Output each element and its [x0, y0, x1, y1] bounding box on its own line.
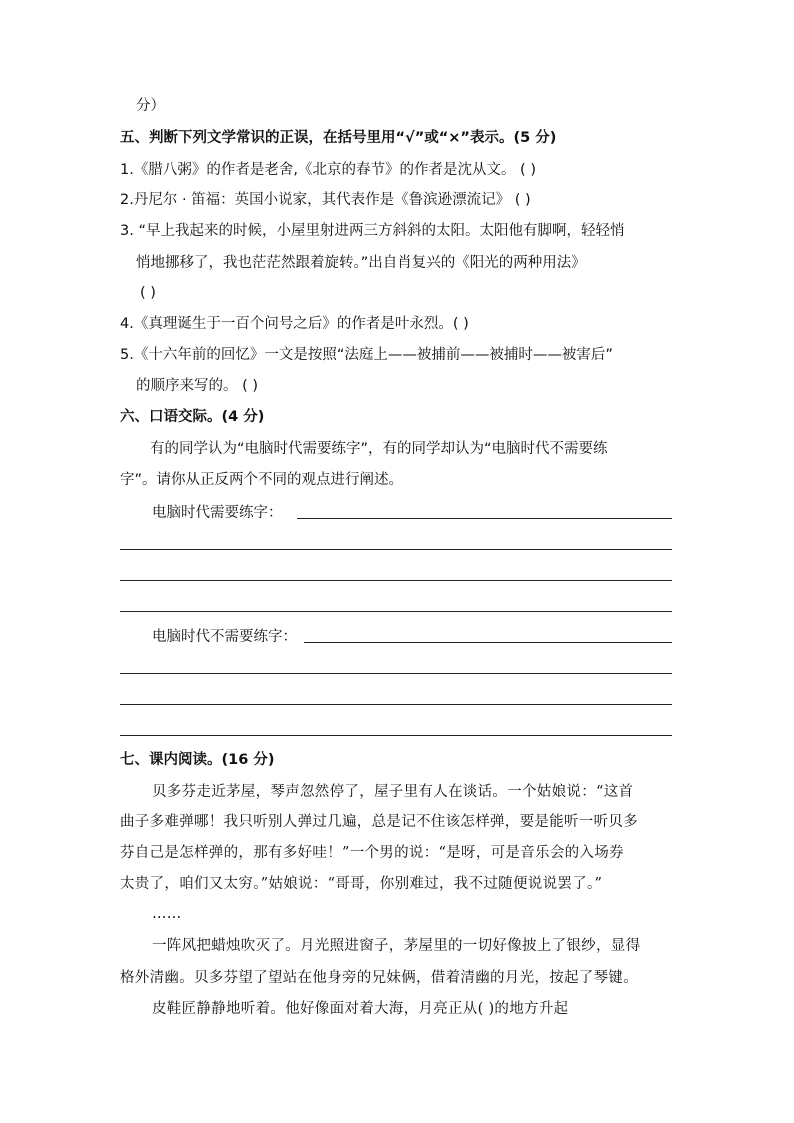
section5-item-1: 1.《腊八粥》的作者是老舍,《北京的春节》的作者是沈从文。 ( ): [120, 162, 536, 178]
section5-item-2: 2.丹尼尔 · 笛福：英国小说家，其代表作是《鲁滨逊漂流记》 ( ): [120, 192, 531, 208]
answer-line-noneed-1[interactable]: [304, 642, 672, 643]
section6-prompt-line2: 字”。请你从正反两个不同的观点进行阐述。: [120, 472, 404, 488]
answer-line-need-2[interactable]: [120, 549, 672, 550]
passage-line-4: 太贵了，咱们又太穷。”姑娘说：“哥哥，你别难过，我不过随便说说罢了。”: [120, 876, 603, 892]
answer-line-noneed-4[interactable]: [120, 735, 672, 736]
section5-item-4: 4.《真理诞生于一百个问号之后》的作者是叶永烈。( ): [120, 316, 469, 332]
section5-item-3: 3. “早上我起来的时候，小屋里射进两三方斜斜的太阳。太阳他有脚啊，轻轻悄: [120, 223, 625, 239]
section5-item-5: 5.《十六年前的回忆》一文是按照“法庭上——被捕前——被捕时——被害后”: [120, 347, 613, 363]
passage-line-2: 曲子多难弹哪！我只听别人弹过几遍，总是记不住该怎样弹，要是能听一听贝多: [120, 814, 638, 830]
continuation-text: 分）: [136, 98, 165, 114]
section6-prompt-line1: 有的同学认为“电脑时代需要练字”，有的同学却认为“电脑时代不需要练: [150, 441, 608, 457]
answer-line-need-4[interactable]: [120, 611, 672, 612]
passage-line-1: 贝多芬走近茅屋，琴声忽然停了，屋子里有人在谈话。一个姑娘说：“这首: [152, 784, 634, 800]
section7-heading: 七、课内阅读。(16 分): [120, 752, 275, 768]
passage-line-7: 皮鞋匠静静地听着。他好像面对着大海，月亮正从( )的地方升起: [152, 1001, 569, 1017]
section5-item-3-paren: ( ): [140, 285, 156, 301]
answer-line-need-1[interactable]: [297, 518, 672, 519]
passage-line-6: 格外清幽。贝多芬望了望站在他身旁的兄妹俩，借着清幽的月光，按起了琴键。: [120, 970, 638, 986]
section5-item-3-cont: 悄地挪移了，我也茫茫然跟着旋转。”出自肖复兴的《阳光的两种用法》: [136, 255, 586, 271]
label-no-need-practice: 电脑时代不需要练字：: [152, 629, 297, 645]
answer-line-noneed-2[interactable]: [120, 673, 672, 674]
passage-line-3: 芬自己是怎样弹的，那有多好哇！”一个男的说：“是呀，可是音乐会的入场券: [120, 845, 624, 861]
section5-item-5-cont: 的顺序来写的。 ( ): [136, 378, 259, 394]
section6-heading: 六、口语交际。(4 分): [120, 409, 265, 425]
section5-heading: 五、判断下列文学常识的正误，在括号里用“√”或“×”表示。(5 分): [120, 130, 557, 146]
passage-line-5: 一阵风把蜡烛吹灭了。月光照进窗子，茅屋里的一切好像披上了银纱，显得: [152, 938, 641, 954]
passage-ellipsis: ……: [152, 906, 182, 922]
answer-line-noneed-3[interactable]: [120, 704, 672, 705]
answer-line-need-3[interactable]: [120, 580, 672, 581]
label-need-practice: 电脑时代需要练字：: [152, 505, 283, 521]
